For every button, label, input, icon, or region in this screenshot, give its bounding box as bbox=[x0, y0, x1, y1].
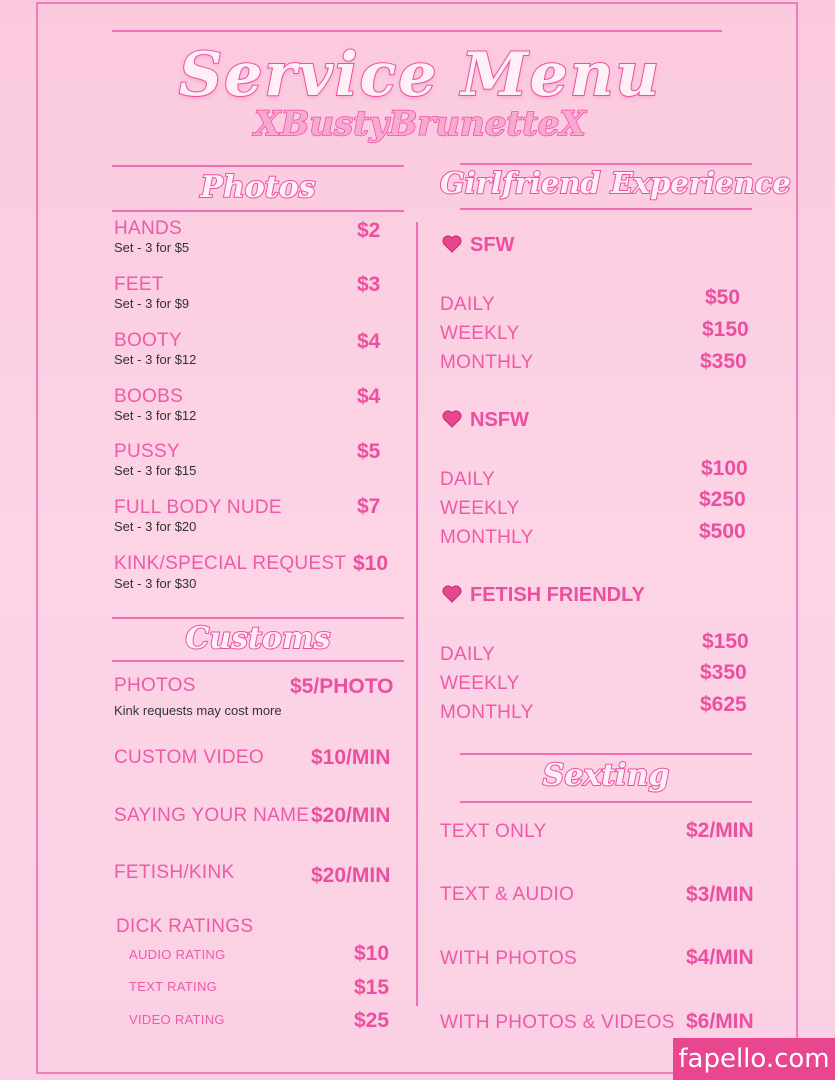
item-name: TEXT ONLY bbox=[440, 821, 547, 842]
item-name: FEET bbox=[114, 274, 164, 295]
tier-label: NSFW bbox=[470, 409, 529, 431]
fetish-weekly-price: $350 bbox=[700, 661, 747, 684]
heart-icon bbox=[442, 410, 462, 428]
fetish-daily-price: $150 bbox=[702, 630, 749, 653]
fetish-daily-label: DAILY bbox=[440, 644, 496, 665]
item-name: KINK/SPECIAL REQUEST bbox=[114, 553, 347, 574]
item-price: $3/MIN bbox=[686, 883, 754, 906]
item-name: HANDS bbox=[114, 218, 183, 239]
customs-top-divider bbox=[112, 617, 404, 619]
tier-fetish-friendly bbox=[442, 584, 645, 607]
sfw-daily-label: DAILY bbox=[440, 294, 496, 315]
item-price: $7 bbox=[357, 495, 381, 518]
tier-label: FETISH FRIENDLY bbox=[470, 584, 645, 606]
item-price: $4/MIN bbox=[686, 946, 754, 969]
nsfw-monthly-price: $500 bbox=[699, 520, 746, 543]
item-name: BOOTY bbox=[114, 330, 183, 351]
item-price: $20/MIN bbox=[311, 804, 391, 827]
item-name: AUDIO RATING bbox=[129, 947, 226, 962]
heart-icon bbox=[442, 585, 462, 603]
tier-nsfw bbox=[442, 409, 529, 432]
fetish-monthly-label: MONTHLY bbox=[440, 702, 534, 723]
item-name: SAYING YOUR NAME bbox=[114, 805, 310, 826]
column-divider bbox=[416, 222, 418, 1006]
nsfw-weekly-price: $250 bbox=[699, 488, 746, 511]
photos-top-divider bbox=[112, 165, 404, 167]
item-set-price: Set - 3 for $15 bbox=[114, 463, 197, 478]
item-name: VIDEO RATING bbox=[129, 1012, 225, 1027]
item-price: $5 bbox=[357, 440, 381, 463]
nsfw-weekly-label: WEEKLY bbox=[440, 498, 520, 519]
item-name: PUSSY bbox=[114, 441, 180, 462]
gfe-heading: Girlfriend Experience bbox=[440, 166, 791, 200]
item-set-price: Set - 3 for $9 bbox=[114, 296, 190, 311]
item-price: $2 bbox=[357, 219, 381, 242]
gfe-bottom-divider bbox=[460, 208, 752, 210]
tier-sfw bbox=[442, 234, 514, 257]
item-name: TEXT & AUDIO bbox=[440, 884, 575, 905]
item-name: BOOBS bbox=[114, 386, 184, 407]
dick-ratings-label: DICK RATINGS bbox=[116, 916, 254, 937]
item-name: WITH PHOTOS bbox=[440, 948, 578, 969]
item-price: $5/PHOTO bbox=[290, 675, 394, 698]
item-name: FETISH/KINK bbox=[114, 862, 235, 883]
item-price: $20/MIN bbox=[311, 864, 391, 887]
item-price: $4 bbox=[357, 330, 381, 353]
sfw-daily-price: $50 bbox=[705, 286, 741, 309]
customs-bottom-divider bbox=[112, 660, 404, 662]
watermark-badge: fapello.com bbox=[673, 1038, 835, 1080]
heart-icon bbox=[442, 235, 462, 253]
item-name: CUSTOM VIDEO bbox=[114, 747, 264, 768]
item-price: $10 bbox=[354, 942, 390, 965]
item-set-price: Set - 3 for $20 bbox=[114, 519, 197, 534]
item-set-price: Set - 3 for $12 bbox=[114, 408, 197, 423]
item-price: $25 bbox=[354, 1009, 390, 1032]
sfw-weekly-price: $150 bbox=[702, 318, 749, 341]
photos-bottom-divider bbox=[112, 210, 404, 212]
item-price: $3 bbox=[357, 273, 381, 296]
item-price: $10/MIN bbox=[311, 746, 391, 769]
nsfw-monthly-label: MONTHLY bbox=[440, 527, 534, 548]
item-price: $10 bbox=[353, 552, 389, 575]
sexting-bottom-divider bbox=[460, 801, 752, 803]
sfw-weekly-label: WEEKLY bbox=[440, 323, 520, 344]
item-name: WITH PHOTOS & VIDEOS bbox=[440, 1012, 675, 1033]
item-name: FULL BODY NUDE bbox=[114, 497, 282, 518]
photos-heading: Photos bbox=[200, 170, 316, 205]
tier-label: SFW bbox=[470, 234, 515, 256]
sexting-heading: Sexting bbox=[542, 758, 670, 793]
item-note: Kink requests may cost more bbox=[114, 703, 282, 718]
fetish-weekly-label: WEEKLY bbox=[440, 673, 520, 694]
item-price: $4 bbox=[357, 385, 381, 408]
sexting-top-divider bbox=[460, 753, 752, 755]
gfe-top-divider bbox=[460, 163, 752, 165]
item-set-price: Set - 3 for $5 bbox=[114, 240, 190, 255]
item-price: $15 bbox=[354, 976, 390, 999]
nsfw-daily-label: DAILY bbox=[440, 469, 496, 490]
nsfw-daily-price: $100 bbox=[701, 457, 748, 480]
customs-heading: Customs bbox=[185, 621, 331, 656]
sfw-monthly-label: MONTHLY bbox=[440, 352, 534, 373]
page-title: Service Menu bbox=[178, 40, 662, 110]
item-set-price: Set - 3 for $12 bbox=[114, 352, 197, 367]
sfw-monthly-price: $350 bbox=[700, 350, 747, 373]
item-name: PHOTOS bbox=[114, 675, 196, 696]
item-set-price: Set - 3 for $30 bbox=[114, 576, 197, 591]
page-subtitle: XBustyBrunetteX bbox=[254, 104, 586, 144]
top-divider bbox=[112, 30, 722, 32]
item-name: TEXT RATING bbox=[129, 979, 218, 994]
fetish-monthly-price: $625 bbox=[700, 693, 747, 716]
item-price: $6/MIN bbox=[686, 1010, 754, 1033]
item-price: $2/MIN bbox=[686, 819, 754, 842]
